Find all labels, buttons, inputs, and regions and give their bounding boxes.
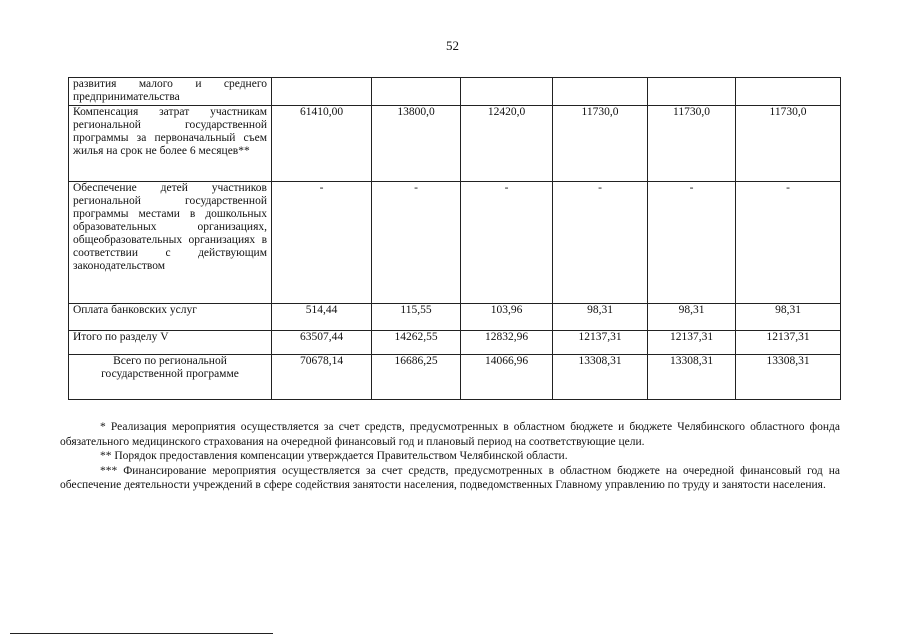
value-cell <box>736 78 841 106</box>
value-cell: 11730,0 <box>648 106 736 182</box>
value-cell <box>648 78 736 106</box>
value-cell: - <box>272 182 372 304</box>
value-cell: 16686,25 <box>372 355 461 400</box>
value-cell: 61410,00 <box>272 106 372 182</box>
value-cell: 98,31 <box>553 304 648 331</box>
value-cell: - <box>553 182 648 304</box>
footnote: *** Финансирование мероприятия осуществляется за счет средств, предусмотренных в областном бюджете на очередной финансовый год на обеспечение деятельности учреждений в сфере содействия занятости населения, подведомственных Главному управлению по труду и занятости населения. <box>60 464 840 491</box>
table-row <box>69 78 841 106</box>
table-row <box>69 355 841 400</box>
value-cell <box>372 78 461 106</box>
value-cell: 11730,0 <box>736 106 841 182</box>
value-cell: 12137,31 <box>648 331 736 355</box>
value-cell: 98,31 <box>736 304 841 331</box>
row-name-cell: развития малого и среднего предпринимательства <box>69 78 272 106</box>
value-cell: 12420,0 <box>461 106 553 182</box>
value-cell: 70678,14 <box>272 355 372 400</box>
footnote: ** Порядок предоставления компенсации утверждается Правительством Челябинской области. <box>100 450 568 462</box>
table-row <box>69 106 841 182</box>
table-row <box>69 331 841 355</box>
value-cell: 13308,31 <box>648 355 736 400</box>
value-cell: 115,55 <box>372 304 461 331</box>
footer-divider <box>10 633 273 634</box>
row-name-cell: Оплата банковских услуг <box>69 304 272 331</box>
value-cell: 14066,96 <box>461 355 553 400</box>
value-cell <box>272 78 372 106</box>
row-name-cell: Всего по региональной государственной программе <box>69 355 272 400</box>
value-cell: 514,44 <box>272 304 372 331</box>
value-cell: - <box>648 182 736 304</box>
value-cell: - <box>461 182 553 304</box>
row-name-cell: Итого по разделу V <box>69 331 272 355</box>
value-cell: 98,31 <box>648 304 736 331</box>
footnote: * Реализация мероприятия осуществляется за счет средств, предусмотренных в областном бюджете и бюджете Челябинского областного фонда обязательного медицинского страхования на очередной финансовый год и плановый период на соответствующие цели. <box>60 421 840 448</box>
budget-table <box>68 77 841 400</box>
value-cell: 14262,55 <box>372 331 461 355</box>
value-cell: 13308,31 <box>736 355 841 400</box>
value-cell: 63507,44 <box>272 331 372 355</box>
value-cell <box>553 78 648 106</box>
row-name-cell: Обеспечение детей участников региональной государственной программы местами в дошкольных образовательных организациях, общеобразовательных организациях в соответствии с действующим законодательством <box>69 182 272 304</box>
page-number: 52 <box>446 38 459 53</box>
value-cell: 103,96 <box>461 304 553 331</box>
value-cell <box>461 78 553 106</box>
row-name-cell: Компенсация затрат участникам региональной государственной программы за первоначальный съем жилья на срок не более 6 месяцев** <box>69 106 272 182</box>
value-cell: 13800,0 <box>372 106 461 182</box>
value-cell: - <box>736 182 841 304</box>
value-cell: 12137,31 <box>553 331 648 355</box>
table-row <box>69 182 841 304</box>
value-cell: 13308,31 <box>553 355 648 400</box>
value-cell: 11730,0 <box>553 106 648 182</box>
value-cell: - <box>372 182 461 304</box>
footnotes <box>60 420 840 493</box>
value-cell: 12832,96 <box>461 331 553 355</box>
table-row <box>69 304 841 331</box>
value-cell: 12137,31 <box>736 331 841 355</box>
